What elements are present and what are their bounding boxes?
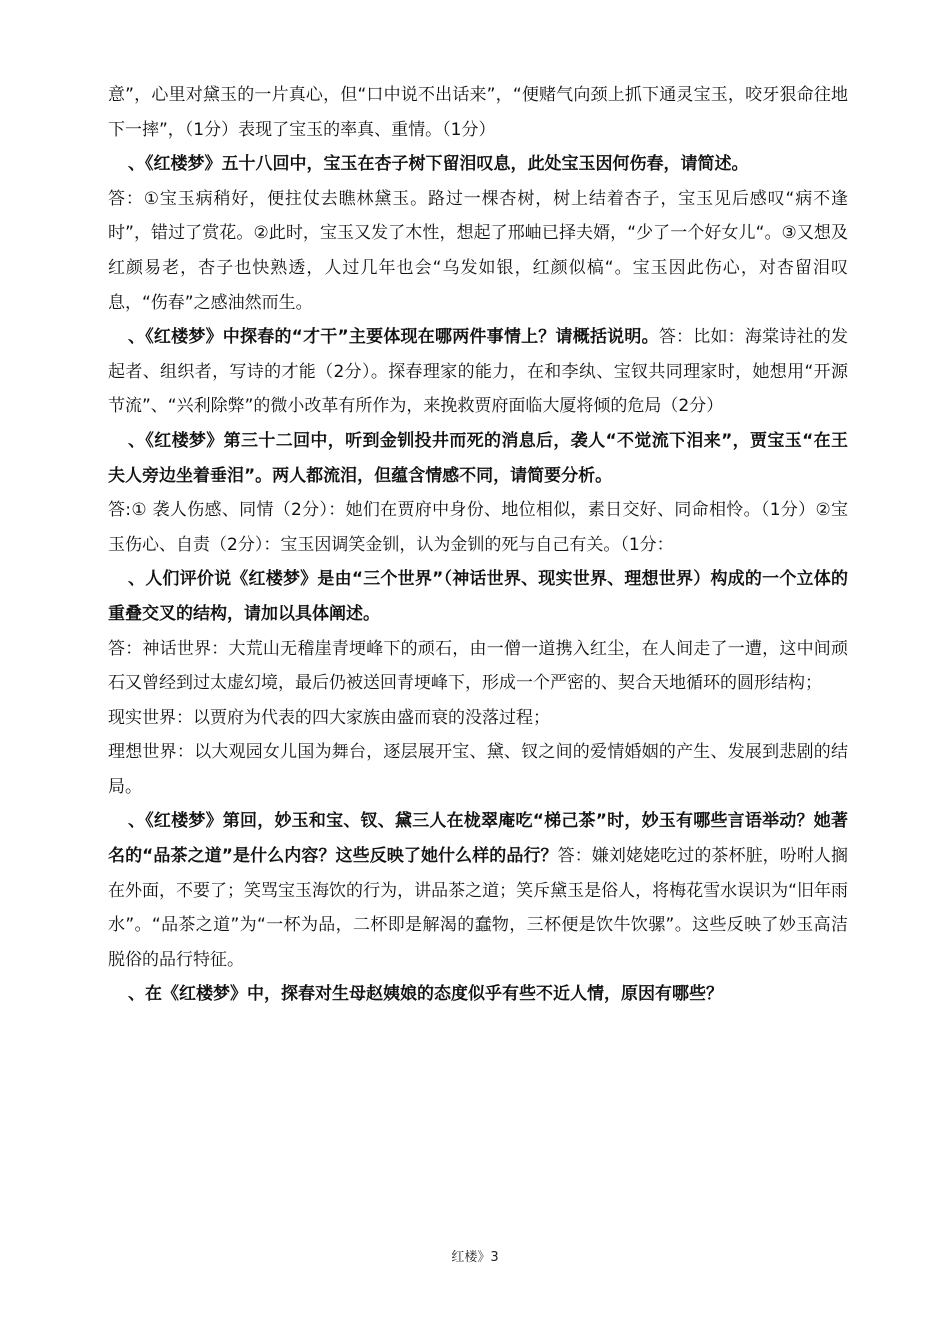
question-text: 、《红楼梦》五十八回中，宝玉在杏子树下留泪叹息，此处宝玉因何伤春，请简述。: [128, 154, 749, 175]
answer-text: 答：①宝玉病稍好，便拄仗去瞧林黛玉。路过一棵杏树，树上结着杏子，宝玉见后感叹“病不逢时”，错过了赏花。②此时，宝玉又发了木性，想起了邢岫已择夫婿，“少了一个好女儿“。③又想及红颜易老，杏子也快熟透，人过几年也会“乌发如银，红颜似槁“。宝玉因此伤心，对杏留泪叹息，“伤春”之感油然而生。: [108, 188, 848, 313]
question-paragraph: [108, 147, 848, 182]
question-text: 、在《红楼梦》中，探春对生母赵姨娘的态度似乎有些不近人情，原因有哪些？: [128, 984, 723, 1005]
question-paragraph: [108, 804, 848, 977]
answer-text: 意”，心里对黛玉的一片真心，但“口中说不出话来”，“便赌气向颈上抓下通灵宝玉，咬牙狠命往地下一摔”，（1分）表现了宝玉的率真、重情。（1分）: [108, 85, 848, 140]
question-paragraph: [108, 424, 848, 493]
answer-paragraph: [108, 78, 848, 147]
question-paragraph: [108, 562, 848, 631]
answer-paragraph: [108, 735, 848, 804]
question-paragraph: [108, 320, 848, 424]
question-paragraph: [108, 977, 848, 1012]
question-text: 、《红楼梦》第三十二回中，听到金钏投井而死的消息后，袭人“不觉流下泪来”，贾宝玉“在王夫人旁边坐着垂泪”。两人都流泪，但蕴含情感不同，请简要分析。: [108, 430, 848, 486]
answer-paragraph: [108, 182, 848, 320]
answer-text: 现实世界：以贾府为代表的四大家族由盛而衰的没落过程；: [108, 707, 550, 728]
answer-paragraph: [108, 701, 848, 736]
question-text: 、《红楼梦》中探春的“才干”主要体现在哪两件事情上？请概括说明。: [128, 327, 659, 348]
answer-text: 答:① 袭人伤感、同情（2分）：她们在贾府中身份、地位相似，素日交好、同命相怜。（1分）②宝玉伤心、自责（2分）：宝玉因调笑金钏，认为金钏的死与自己有关。（1分：: [108, 500, 848, 555]
answer-text: 答：嫌刘姥姥吃过的茶杯脏，吩咐人搁在外面，不要了；笑骂宝玉海饮的行为，讲品茶之道；笑斥黛玉是俗人，将梅花雪水误识为“旧年雨水”。“品茶之道”为“一杯为品，二杯即是解渴的蠢物，三杯便是饮牛饮骡”。这些反映了妙玉高洁脱俗的品行特征。: [108, 846, 848, 970]
document-body: [108, 78, 848, 1012]
page-footer: 红楼》3: [451, 1250, 499, 1265]
answer-text: 答：神话世界：大荒山无稽崖青埂峰下的顽石，由一僧一道携入红尘，在人间走了一遭，这中间顽石又曾经到过太虚幻境，最后仍被送回青埂峰下，形成一个严密的、契合天地循环的圆形结构；: [108, 638, 848, 694]
answer-paragraph: [108, 632, 848, 701]
question-text: 、人们评价说《红楼梦》是由“三个世界”（神话世界、现实世界、理想世界）构成的一个立体的重叠交叉的结构，请加以具体阐述。: [108, 569, 848, 624]
answer-paragraph: [108, 493, 848, 562]
question-text: 、《红楼梦》第回，妙玉和宝、钗、黛三人在栊翠庵吃“梯己茶”时，妙玉有哪些言语举动？她著名的“品茶之道”是什么内容？这些反映了她什么样的品行？: [108, 811, 848, 867]
answer-text: 答：比如：海棠诗社的发起者、组织者，写诗的才能（2分）。探春理家的能力，在和李纨、宝钗共同理家时，她想用“开源节流”、“兴利除弊”的微小改革有所作为，来挽救贾府面临大厦将倾的危局（2分）: [108, 327, 848, 417]
answer-text: 理想世界：以大观园女儿国为舞台，逐层展开宝、黛、钗之间的爱情婚姻的产生、发展到悲剧的结局。: [108, 742, 848, 797]
